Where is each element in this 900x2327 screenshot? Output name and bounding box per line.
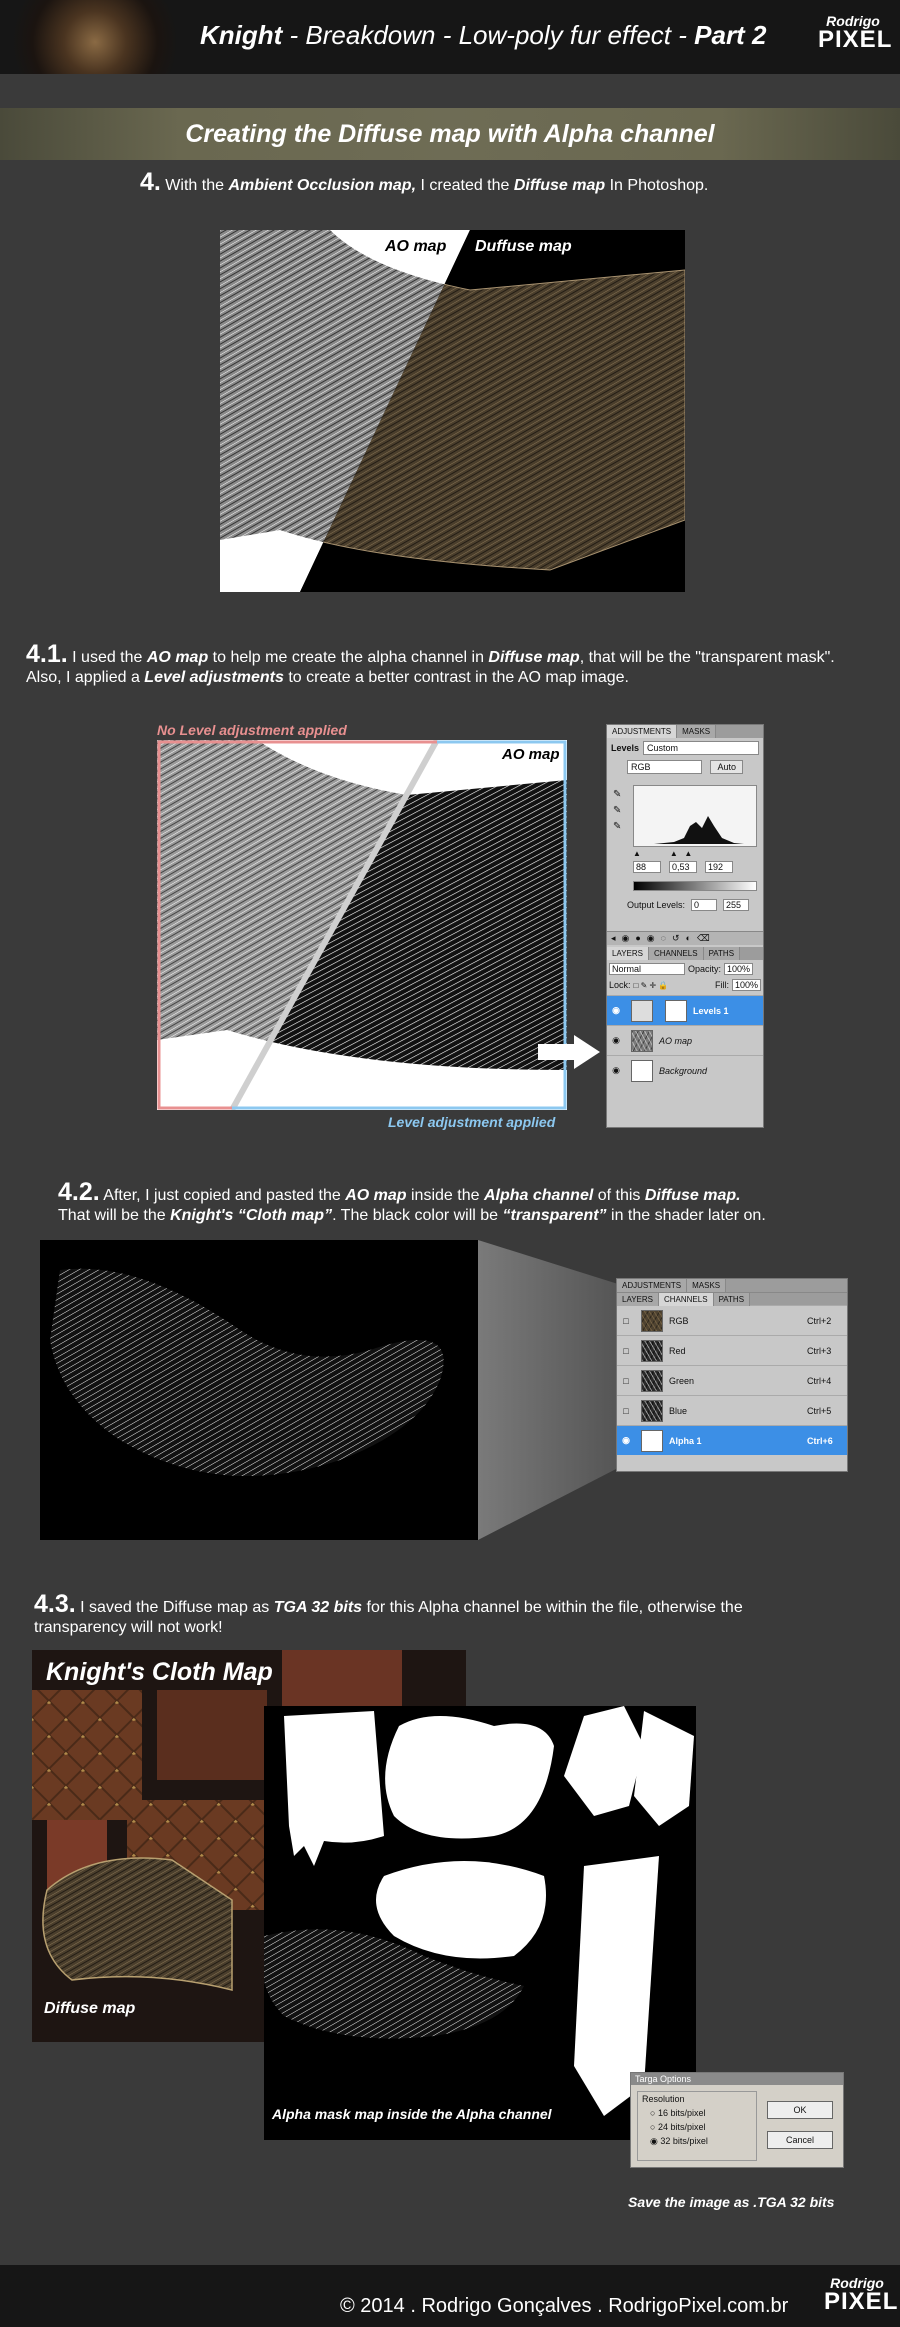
text: That will be the: [58, 1207, 171, 1224]
bold-text: TGA 32 bits: [273, 1599, 363, 1616]
tab-paths[interactable]: PATHS: [714, 1293, 750, 1306]
label-diffuse-map: Duffuse map: [475, 238, 572, 255]
targa-options-dialog: [630, 2072, 844, 2168]
footer-logo: [824, 2275, 899, 2315]
layer-thumbnail: [631, 1000, 653, 1022]
eye-icon[interactable]: □: [623, 1375, 629, 1386]
text: . The black color will be: [332, 1207, 503, 1224]
input-white-field[interactable]: 192: [705, 861, 733, 873]
channel-shortcut: Ctrl+4: [807, 1375, 832, 1386]
channels-panel-tabs: [617, 1292, 847, 1305]
bold-text: “transparent”: [502, 1207, 607, 1224]
text: With the: [160, 177, 229, 194]
knight-thumbnail-image: [0, 0, 190, 74]
text: In Photoshop.: [605, 177, 709, 194]
step-number: 4.1.: [26, 640, 68, 668]
layer-row[interactable]: [607, 1025, 763, 1055]
step-number: 4.: [140, 168, 161, 196]
logo-top-text: Rodrigo: [830, 2275, 884, 2291]
layer-thumbnail: [631, 1060, 653, 1082]
channel-shortcut: Ctrl+5: [807, 1405, 832, 1416]
bold-text: Ambient Occlusion map,: [228, 177, 417, 194]
step-4-1-text: [26, 640, 856, 688]
logo-top-text: Rodrigo: [826, 13, 880, 29]
label-alpha-mask: Alpha mask map inside the Alpha channel: [272, 2106, 552, 2122]
logo-bottom-text: PIXEL: [824, 2288, 899, 2315]
layers-panel-tabs: [607, 947, 763, 960]
layer-name: Levels 1: [693, 1005, 729, 1016]
auto-button[interactable]: Auto: [710, 760, 743, 774]
step-4-3-text: [34, 1590, 834, 1638]
section-title: Creating the Diffuse map with Alpha channel: [185, 120, 715, 148]
radio-label: 32 bits/pixel: [660, 2136, 708, 2146]
layer-mask-thumbnail: [665, 1000, 687, 1022]
channel-row[interactable]: [617, 1335, 847, 1365]
channel-row: [607, 758, 763, 776]
ok-button[interactable]: OK: [767, 2101, 833, 2119]
title-part: Part 2: [694, 20, 767, 50]
step-number: 4.2.: [58, 1178, 100, 1206]
text: to create a better contrast in the AO map image.: [283, 669, 629, 686]
panel-tabs: [607, 725, 763, 738]
blend-row: [609, 963, 761, 975]
layers-list: [607, 995, 763, 1085]
input-mid-field[interactable]: 0,53: [669, 861, 697, 873]
eye-icon[interactable]: ◉: [612, 1035, 620, 1045]
arrow-right-icon: [538, 1035, 600, 1069]
opacity-field[interactable]: 100%: [724, 963, 753, 975]
output-black-field[interactable]: 0: [691, 899, 717, 911]
text: After, I just copied and pasted the: [99, 1187, 346, 1204]
eye-icon[interactable]: □: [623, 1345, 629, 1356]
layer-name: Background: [659, 1065, 708, 1076]
eye-icon[interactable]: □: [623, 1315, 629, 1326]
layer-row[interactable]: [607, 995, 763, 1025]
input-levels-row: [633, 861, 763, 873]
photoshop-levels-panel: [606, 724, 764, 1128]
channel-thumbnail: [641, 1340, 663, 1362]
footer-copyright: © 2014 . Rodrigo Gonçalves . RodrigoPixel.com.br: [340, 2295, 789, 2317]
radio-label: 24 bits/pixel: [657, 2122, 706, 2132]
panel-tabs: [617, 1279, 847, 1292]
step-number: 4.3.: [34, 1590, 76, 1618]
tab-channels[interactable]: CHANNELS: [649, 947, 704, 960]
levels-label: Levels: [611, 743, 640, 753]
lock-label: Lock:: [609, 980, 631, 990]
channel-name: Red: [669, 1345, 686, 1356]
channel-thumbnail: [641, 1310, 663, 1332]
radio-16-bits[interactable]: ○ 16 bits/pixel: [650, 2108, 706, 2118]
opacity-label: Opacity:: [688, 964, 722, 974]
output-white-field[interactable]: 255: [723, 899, 749, 911]
tab-layers[interactable]: LAYERS: [607, 947, 649, 960]
lock-row: [609, 979, 761, 991]
channel-row[interactable]: [617, 1425, 847, 1455]
channel-select[interactable]: RGB: [627, 760, 702, 774]
tab-layers[interactable]: LAYERS: [617, 1293, 659, 1306]
tab-masks[interactable]: MASKS: [677, 725, 716, 738]
tab-paths[interactable]: PATHS: [704, 947, 740, 960]
bold-text: AO map: [345, 1187, 407, 1204]
channels-list: [617, 1305, 847, 1455]
eye-icon[interactable]: ◉: [612, 1005, 620, 1015]
levels-preset-row: [607, 738, 763, 758]
channel-shortcut: Ctrl+3: [807, 1345, 832, 1356]
step-4-text: [140, 168, 840, 196]
channel-name: Alpha 1: [669, 1435, 702, 1446]
text: inside the: [406, 1187, 484, 1204]
channel-thumbnail: [641, 1370, 663, 1392]
text: to help me create the alpha channel in: [208, 649, 489, 666]
dialog-title: Targa Options: [631, 2073, 843, 2085]
eyedropper-icons[interactable]: ✎ ✎ ✎: [613, 789, 622, 832]
blend-mode-select[interactable]: Normal: [609, 963, 685, 975]
logo-bottom-text: PIXEL: [818, 26, 893, 53]
channel-row[interactable]: [617, 1395, 847, 1425]
step-4-2-text: [58, 1178, 858, 1226]
level-comparison-svg: [157, 740, 567, 1110]
label-ao-map: AO map: [502, 746, 560, 763]
layer-row[interactable]: [607, 1055, 763, 1085]
channel-thumbnail: [641, 1400, 663, 1422]
radio-32-bits[interactable]: ◉ 32 bits/pixel: [650, 2136, 708, 2146]
bold-text: Level adjustments: [144, 669, 284, 686]
text: , that will be the "transparent mask". Also, I applied a: [26, 649, 835, 686]
text: in the shader later on.: [606, 1207, 766, 1224]
bold-text: Alpha channel: [483, 1187, 594, 1204]
layer-name: AO map: [659, 1035, 693, 1046]
bold-text: AO map: [146, 649, 209, 666]
ao-diffuse-svg: [220, 230, 685, 592]
eye-icon[interactable]: ◉: [622, 1435, 630, 1445]
tab-adjustments[interactable]: ADJUSTMENTS: [607, 725, 677, 738]
save-caption: Save the image as .TGA 32 bits: [628, 2194, 835, 2210]
rodrigo-pixel-logo: [818, 13, 893, 53]
fill-label: Fill:: [714, 980, 729, 990]
label-no-level-adjustment: No Level adjustment applied: [157, 722, 347, 738]
histogram-svg: [634, 786, 756, 846]
adjustment-footer-icons[interactable]: ◂◉●◉◌↺◐⌫: [607, 931, 763, 945]
channel-row[interactable]: [617, 1365, 847, 1395]
radio-label: 16 bits/pixel: [657, 2108, 706, 2118]
lock-icons[interactable]: □ ✎ ✛ 🔒: [633, 980, 669, 990]
label-ao-map: AO map: [385, 238, 447, 255]
input-black-field[interactable]: 88: [633, 861, 661, 873]
cancel-button[interactable]: Cancel: [767, 2131, 833, 2149]
label-diffuse-map: Diffuse map: [44, 2000, 136, 2017]
output-label: Output Levels:: [627, 900, 686, 910]
title-knight: Knight: [200, 20, 283, 50]
resolution-group: [637, 2091, 757, 2161]
text: I created the: [416, 177, 514, 194]
tab-masks[interactable]: MASKS: [687, 1279, 726, 1292]
resolution-label: Resolution: [642, 2094, 685, 2104]
tab-adjustments[interactable]: ADJUSTMENTS: [617, 1279, 687, 1292]
histogram: [633, 785, 757, 847]
channel-name: RGB: [669, 1315, 689, 1326]
channel-name: Green: [669, 1375, 695, 1386]
channel-shortcut: Ctrl+2: [807, 1315, 832, 1326]
output-levels-row: [627, 899, 763, 911]
channel-row[interactable]: [617, 1305, 847, 1335]
bold-text: Diffuse map: [488, 649, 580, 666]
level-comparison-image: [157, 740, 567, 1110]
fill-field[interactable]: 100%: [732, 979, 761, 991]
output-gradient: [633, 881, 757, 891]
photoshop-channels-panel: [616, 1278, 848, 1472]
channel-thumbnail: [641, 1430, 663, 1452]
ao-diffuse-comparison-image: [220, 230, 685, 592]
text: for this Alpha channel be within the file, otherwise the transparency will not work!: [34, 1599, 743, 1636]
text: of this: [593, 1187, 645, 1204]
eye-icon[interactable]: ◉: [612, 1065, 620, 1075]
radio-24-bits[interactable]: ○ 24 bits/pixel: [650, 2122, 706, 2132]
preset-select[interactable]: Custom: [643, 741, 759, 755]
channel-name: Blue: [669, 1405, 688, 1416]
text: I used the: [67, 649, 147, 666]
eye-icon[interactable]: □: [623, 1405, 629, 1416]
bold-text: Diffuse map.: [644, 1187, 741, 1204]
cloth-map-title: Knight's Cloth Map: [46, 1658, 273, 1686]
bold-text: Diffuse map: [513, 177, 606, 194]
title-middle: - Breakdown - Low-poly fur effect -: [282, 20, 695, 50]
label-level-adjustment: Level adjustment applied: [388, 1114, 556, 1130]
text: I saved the Diffuse map as: [75, 1599, 274, 1616]
page-title: [200, 20, 766, 51]
input-sliders[interactable]: ▲ ▲ ▲: [633, 849, 693, 858]
layer-thumbnail: [631, 1030, 653, 1052]
channel-shortcut: Ctrl+6: [807, 1435, 833, 1446]
tab-channels[interactable]: CHANNELS: [659, 1293, 714, 1306]
bold-text: Knight's “Cloth map”: [170, 1207, 333, 1224]
